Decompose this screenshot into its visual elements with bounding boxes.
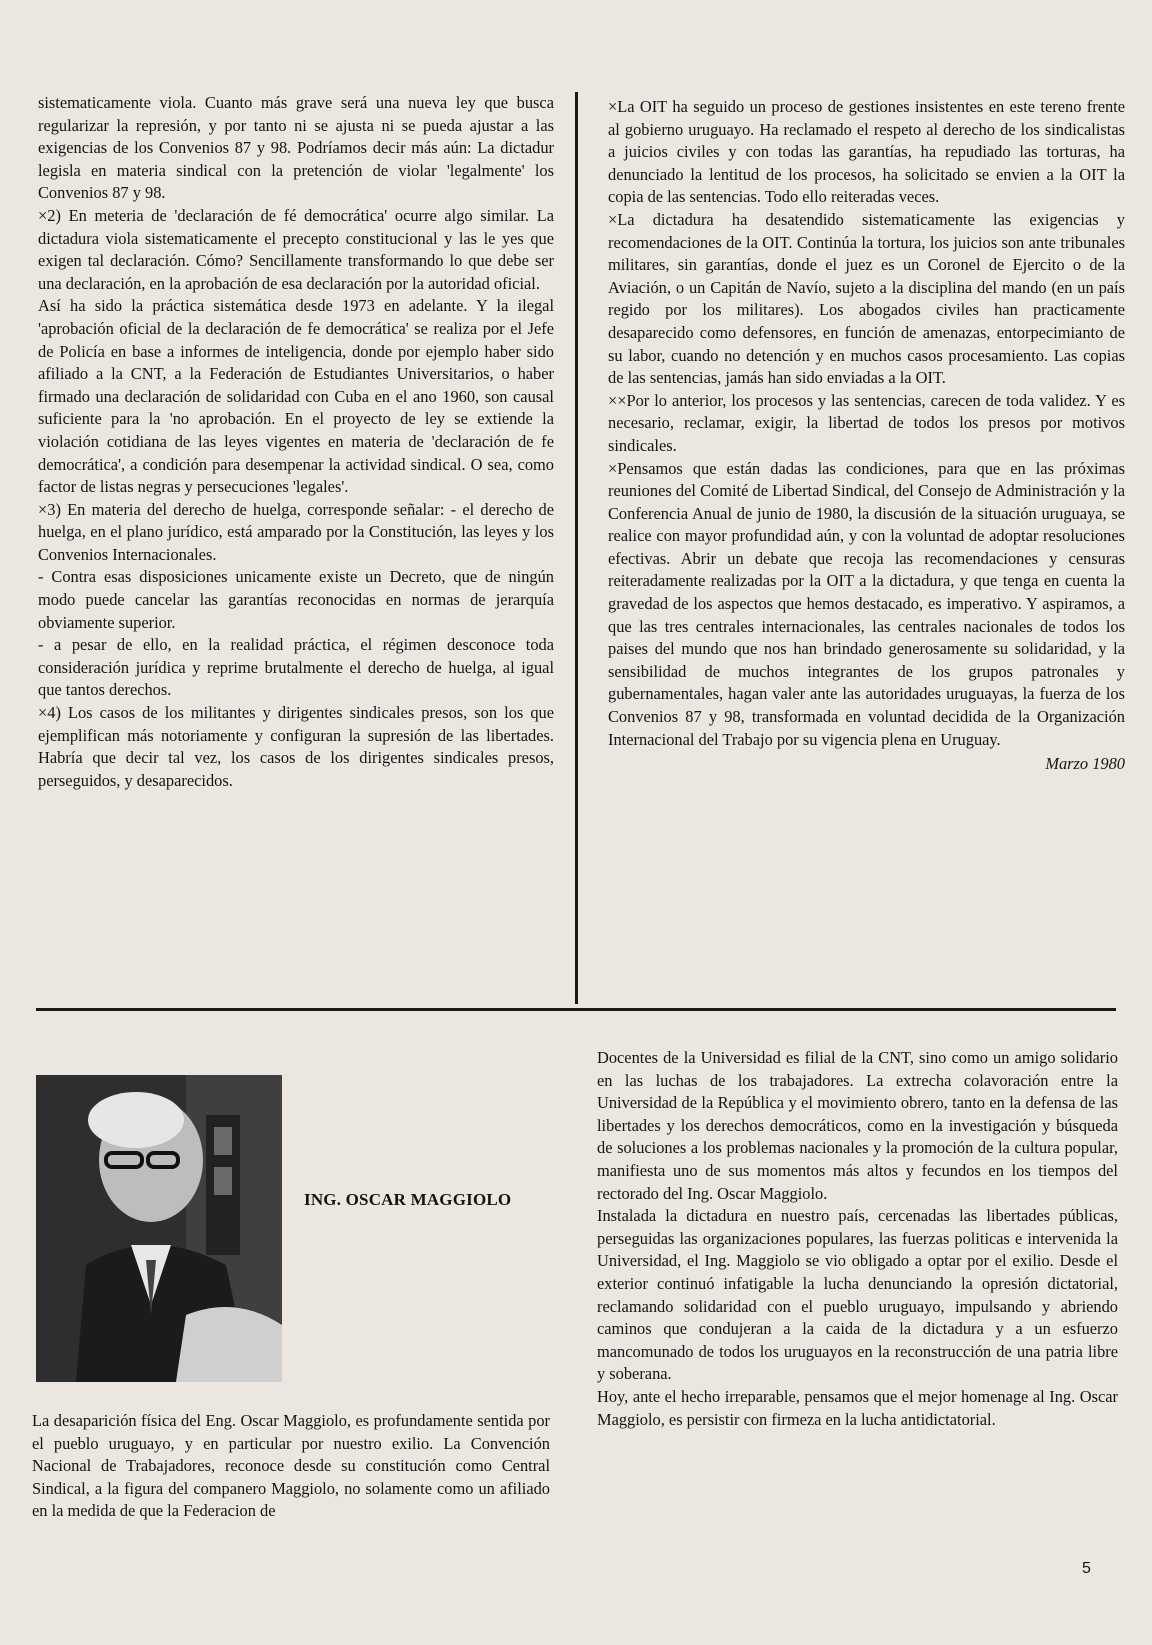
top-left-column [38, 92, 554, 792]
paragraph: Hoy, ante el hecho irreparable, pensamos que el mejor homenage al Ing. Oscar Maggiolo, es persistir con firmeza en la lucha antidictatorial. [597, 1386, 1118, 1429]
paragraph: ××Por lo anterior, los procesos y las sentencias, carecen de toda validez. Y es necesario, reclamar, exigir, la libertad de todos los presos por motivos sindicales. [608, 390, 1125, 455]
paragraph: Así ha sido la práctica sistemática desde 1973 en adelante. Y la ilegal 'aprobación oficial de la declaración de fe democrática' se realiza por el Jefe de Policía en base a informes de inteligencia, donde por ejemplo haber sido afiliado a la CNT, a la Federación de Estudiantes Universitarios, o haber firmado una declaración de solidaridad con Cuba en el ano 1960, son causal suficiente para la 'no aprobación. En el proyecto de ley se extiende la violación cotidiana de las leyes vigentes en materia de 'declaración de fe democrática', a condición para desempenar la actividad sindical. O sea, como factor de listas negras y persecuciones 'legales'. [38, 296, 554, 497]
date-signature: Marzo 1980 [1045, 754, 1125, 774]
bottom-left-column [32, 1410, 550, 1523]
paragraph: Docentes de la Universidad es filial de la CNT, sino como un amigo solidario en las luchas de los trabajadores. La extrecha colavoración entre la Universidad de la República y el movimiento obrero, tanto en la defensa de las libertades y los derechos democráticos, como en la investigación y búsqueda de soluciones a los problemas nacionales y la promoción de la cultura popular, manifiesta uno de sus momentos más altos y fecundos en los tiempos del rectorado del Ing. Oscar Maggiolo. [597, 1048, 1118, 1203]
portrait-illustration [36, 1075, 282, 1382]
page-number: 5 [1082, 1560, 1091, 1577]
top-right-column [608, 96, 1125, 776]
paragraph: ×2) En meteria de 'declaración de fé democrática' ocurre algo similar. La dictadura viola sistematicamente el precepto constitucional y las le yes que exigen tal declaración. Cómo? Sencillamente transformando lo que debe ser una declaración, en la aprobación de esa declaración por la autoridad oficial. [38, 205, 554, 293]
paragraph: La desaparición física del Eng. Oscar Maggiolo, es profundamente sentida por el pueblo uruguayo, y en particular por nuestro exilio. La Convención Nacional de Trabajadores, reconoce desde su constitución como Central Sindical, a la figura del companero Maggiolo, no solamente como un afiliado en la medida de que la Federacion de [32, 1411, 550, 1521]
paragraph: Instalada la dictadura en nuestro país, cercenadas las libertades públicas, perseguidas las organizaciones populares, las fuerzas politicas e intervenida la Universidad, el Ing. Maggiolo se vio obligado a optar por el exilio. Desde el exterior continuó infatigable la lucha denunciando la opresión dictatorial, reclamando solidaridad con el pueblo uruguayo, impulsando y abriendo caminos que condujeran a la caida de la dictadura y a un esfuerzo mancomunado de todos los uruguayos en la reconstrucción de una patria libre y soberana. [597, 1206, 1118, 1384]
paragraph: ×Pensamos que están dadas las condiciones, para que en las próximas reuniones del Comité de Libertad Sindical, del Consejo de Administración y la Conferencia Anual de junio de 1980, la discusión de la situación uruguaya, se realice con mayor profundidad aún, y con la voluntad de adoptar resoluciones efectivas. Abrir un debate que recoja las recomendaciones y censuras reiteradamente realizadas por la OIT a la dictadura, y que tenga en cuenta la gravedad de los aspectos que hemos destacado, es imperativo. Y aspiramos, a que las tres centrales internacionales, las centrales nacionales de todos los paises del mundo que nos han brindado generosamente su solidaridad, y la sensibilidad de muchos integrantes de los grupos patronales y gubernamentales, hagan valer ante las autoridades uruguayas, la fuerza de los Convenios 87 y 98, transformada en voluntad decidida de la Organización Internacional del Trabajo por su vigencia plena en Uruguay. [608, 458, 1125, 749]
paragraph: ×4) Los casos de los militantes y dirigentes sindicales presos, son los que ejemplifican más notoriamente y configuran la supresión de las libertades. Habría que decir tal vez, los casos de los dirigentes sindicales presos, perseguidos, y desaparecidos. [38, 703, 554, 790]
bottom-right-column [597, 1047, 1118, 1431]
section-divider [36, 1008, 1116, 1011]
paragraph: - Contra esas disposiciones unicamente existe un Decreto, que de ningún modo puede cancelar las garantías reconocidas en normas de jerarquía obviamente superior. [38, 567, 554, 632]
portrait-photo [36, 1075, 282, 1382]
paragraph: sistematicamente viola. Cuanto más grave será una nueva ley que busca regularizar la represión, y por tanto ni se ajusta ni se pueda ajustar a las exigencias de los Convenios 87 y 98. Podríamos decir más aún: La dictadur legisla en materia sindical con la pretención de violar 'legalmente' los Convenios 87 y 98. [38, 93, 554, 203]
paragraph: ×La dictadura ha desatendido sistematicamente las exigencias y recomendaciones de la OIT. Continúa la tortura, los juicios son ante tribunales militares, sin garantías, donde el juez es un Coronel de Ejercito o de la Aviación, o un Capitán de Navío, sujeto a la disciplina del mando (en un país regido por los militares). Los abogados civiles han practicamente desaparecido como defensores, en función de amenazas, entorpecimianto de su labor, cuando no detención y en muchos casos procesamiento. Las copias de las sentencias, jamás han sido enviadas a la OIT. [608, 209, 1125, 388]
paragraph: ×3) En materia del derecho de huelga, corresponde señalar: - el derecho de huelga, en el plano jurídico, está amparado por la Constitución, las leyes y los Convenios Internacionales. [38, 499, 554, 564]
paragraph: ×La OIT ha seguido un proceso de gestiones insistentes en este tereno frente al gobierno uruguayo. Ha reclamado el respeto al derecho de los sindicalistas a juicios civiles y con todas las garantías, ha repudiado las torturas, ha denunciado la lentitud de los procesos, ha solicitado se envien a la OIT la copia de las sentencias. Todo ello reiteradas veces. [608, 97, 1125, 207]
photo-caption: ING. OSCAR MAGGIOLO [304, 1190, 512, 1209]
paragraph: - a pesar de ello, en la realidad práctica, el régimen desconoce toda consideración jurídica y reprime brutalmente el derecho de huelga, al igual que tantos derechos. [38, 635, 554, 700]
column-divider [575, 92, 578, 1004]
